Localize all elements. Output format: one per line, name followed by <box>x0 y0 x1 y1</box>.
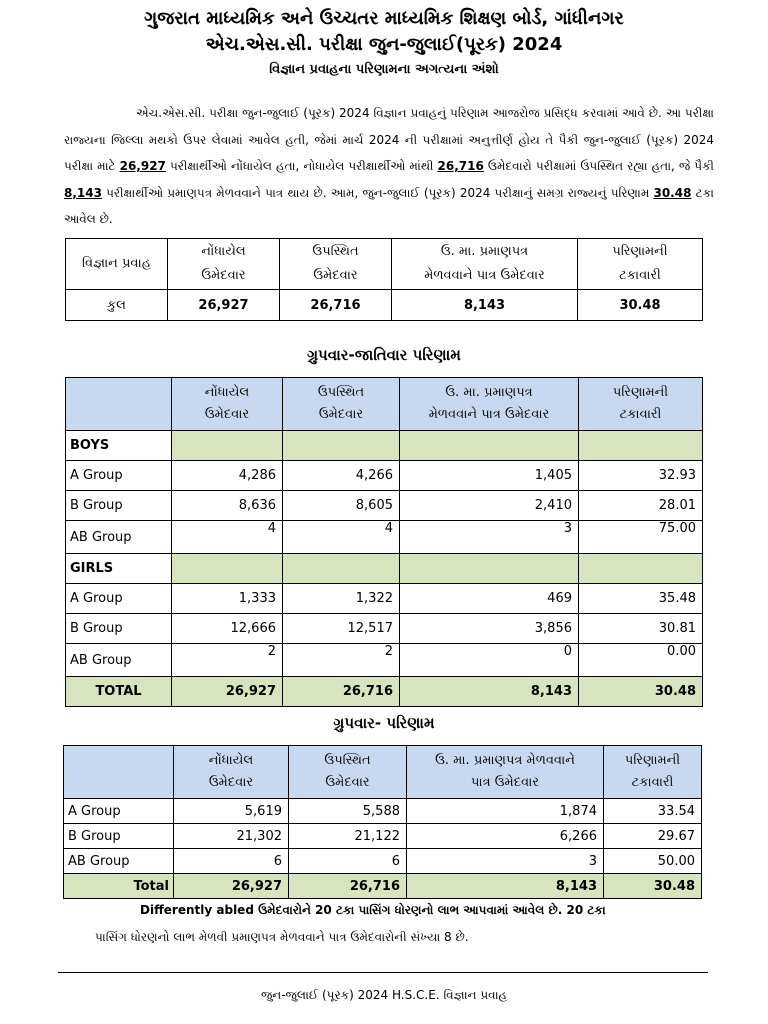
para-registered: 26,927 <box>119 159 166 173</box>
t2-h3b: મેળવવાને પાત્ર ઉમેદવાર <box>428 407 550 422</box>
boys-blank <box>172 431 283 461</box>
present-cell: 1,322 <box>283 584 400 614</box>
t3-h2a: ઉપસ્થિત <box>324 753 371 768</box>
para-text-5: ટકા આવેલ છે. <box>64 185 714 226</box>
gender-group-table <box>65 377 703 707</box>
registered-cell: 21,302 <box>174 824 289 849</box>
total-eligible: 8,143 <box>400 677 579 707</box>
para-text-4: પરીક્ષાર્થીઓ પ્રમાણપત્ર મેળવવાને પાત્ર થાય છે. આમ, જુન-જુલાઈ (પૂરક) 2024 પરીક્ષાનું સમગ્ર રાજ્યનું પરિણામ <box>101 185 654 200</box>
table-row <box>66 461 703 491</box>
footer-divider <box>58 972 708 973</box>
group-name: A Group <box>66 461 172 491</box>
note-line-2: પાસિંગ ધોરણનો લાભ મેળવી પ્રમાણપત્ર મેળવવાને પાત્ર ઉમેદવારોની સંખ્યા 8 છે. <box>95 930 469 944</box>
header-eligible <box>392 239 578 290</box>
percent-cell: 33.54 <box>604 799 702 824</box>
registered-cell: 2 <box>172 644 283 677</box>
table-row <box>66 614 703 644</box>
girls-blank <box>283 554 400 584</box>
total-row <box>64 874 702 899</box>
table-row <box>66 584 703 614</box>
board-title: ગુજરાત માધ્યમિક અને ઉચ્ચતર માધ્યમિક શિક્ષણ બોર્ડ, ગાંધીનગર <box>144 8 624 29</box>
t2-h1a: નોંધાયેલ <box>204 385 250 400</box>
present-cell: 2 <box>283 644 400 677</box>
group-result-table <box>63 745 702 899</box>
boys-blank <box>400 431 579 461</box>
t2-header-present <box>283 378 400 431</box>
total-present: 26,716 <box>283 677 400 707</box>
group-name: A Group <box>64 799 174 824</box>
t3-h1b: ઉમેદવાર <box>208 775 254 790</box>
header-present-l1: ઉપસ્થિત <box>312 244 359 259</box>
para-text-2: પરીક્ષાર્થીઓ નોંધાયેલ હતા, નોધાયેલ પરીક્ષાર્થીઓ માંથી <box>165 159 438 173</box>
gender-group-title: ગ્રુપવાર-જાતિવાર પરિણામ <box>307 346 461 364</box>
group-name: B Group <box>66 614 172 644</box>
t3-h4a: પરિણામની <box>624 753 681 768</box>
total-label: Total <box>64 874 174 899</box>
t2-header-eligible <box>400 378 579 431</box>
header-percent <box>578 239 703 290</box>
header-stream: વિજ્ઞાન પ્રવાહ <box>66 239 168 290</box>
boys-section-row <box>66 431 703 461</box>
registered-cell: 1,333 <box>172 584 283 614</box>
percent-cell: 75.00 <box>579 521 703 554</box>
percent-cell: 0.00 <box>579 644 703 677</box>
para-text-3: ઉમેદવારો પરીક્ષામાં ઉપસ્થિત રહ્યા હતા, જે પૈકી <box>483 159 714 173</box>
t2-h1b: ઉમેદવાર <box>204 407 250 422</box>
percent-cell: 32.93 <box>579 461 703 491</box>
t3-header-registered <box>174 746 289 799</box>
percent-cell: 29.67 <box>604 824 702 849</box>
girls-blank <box>400 554 579 584</box>
header-eligible-l2: મેળવવાને પાત્ર ઉમેદવાર <box>424 268 545 283</box>
t2-h2a: ઉપસ્થિત <box>317 385 365 400</box>
summary-header-row <box>66 239 703 290</box>
boys-blank <box>283 431 400 461</box>
t3-header-row <box>64 746 702 799</box>
table-row <box>64 849 702 874</box>
registered-cell: 4,286 <box>172 461 283 491</box>
t2-header-blank <box>66 378 172 431</box>
present-cell: 21,122 <box>289 824 407 849</box>
total-registered: 26,927 <box>174 874 289 899</box>
boys-label: BOYS <box>66 431 172 461</box>
table-row <box>66 644 703 677</box>
present-cell: 4 <box>283 521 400 554</box>
t3-header-eligible <box>407 746 604 799</box>
exam-title: એચ.એસ.સી. પરીક્ષા જુન-જુલાઈ(પૂરક) 2024 <box>205 34 563 55</box>
header-registered <box>168 239 280 290</box>
t3-h1a: નોંધાયેલ <box>208 753 254 768</box>
para-percent: 30.48 <box>653 185 692 200</box>
registered-cell: 12,666 <box>172 614 283 644</box>
header-percent-l1: પરિણામની <box>612 244 668 259</box>
header-eligible-l1: ઉ. મા. પ્રમાણપત્ર <box>440 244 529 259</box>
eligible-cell: 1,874 <box>407 799 604 824</box>
para-present: 26,716 <box>437 159 484 173</box>
table-row <box>64 824 702 849</box>
present-cell: 6 <box>289 849 407 874</box>
eligible-cell: 0 <box>400 644 579 677</box>
total-percent: 30.48 <box>604 874 702 899</box>
eligible-cell: 469 <box>400 584 579 614</box>
para-eligible: 8,143 <box>64 185 102 200</box>
total-percent: 30.48 <box>579 677 703 707</box>
percent-cell: 28.01 <box>579 491 703 521</box>
group-name: B Group <box>66 491 172 521</box>
header-present-l2: ઉમેદવાર <box>313 268 358 283</box>
total-registered: 26,927 <box>172 677 283 707</box>
t2-header-registered <box>172 378 283 431</box>
t3-h2b: ઉમેદવાર <box>325 775 370 790</box>
table-row <box>66 491 703 521</box>
t2-h3a: ઉ. મા. પ્રમાણપત્ર <box>445 385 533 400</box>
summary-percent: 30.48 <box>578 290 703 321</box>
total-row <box>66 677 703 707</box>
boys-blank <box>579 431 703 461</box>
present-cell: 4,266 <box>283 461 400 491</box>
header-percent-l2: ટકાવારી <box>619 268 661 283</box>
t2-header-percent <box>579 378 703 431</box>
group-result-title: ગ્રુપવાર- પરિણામ <box>333 714 435 732</box>
header-present <box>280 239 392 290</box>
group-name: AB Group <box>66 521 172 554</box>
group-name: B Group <box>64 824 174 849</box>
girls-label: GIRLS <box>66 554 172 584</box>
t2-h4b: ટકાવારી <box>619 407 662 422</box>
para-text-1: એચ.એસ.સી. પરીક્ષા જુન-જુલાઈ (પૂરક) 2024 વિજ્ઞાન પ્રવાહનું પરિણામ આજરોજ પ્રસિદ્ધ કરવામાં આવે છે. આ પરીક્ષા રાજ્યના જિલ્લા મથકો ઉપર લેવામાં આવેલ હતી, જેમાં માર્ચ 2024 ની પરીક્ષામાં અનુત્તીર્ણ હોય તે પૈકી જુન-જુલાઈ (પૂરક) 2024 પરીક્ષા માટે <box>64 106 714 173</box>
summary-present: 26,716 <box>280 290 392 321</box>
total-eligible: 8,143 <box>407 874 604 899</box>
girls-blank <box>172 554 283 584</box>
present-cell: 12,517 <box>283 614 400 644</box>
eligible-cell: 3 <box>400 521 579 554</box>
percent-cell: 30.81 <box>579 614 703 644</box>
t2-header-row <box>66 378 703 431</box>
t3-h3b: પાત્ર ઉમેદવાર <box>470 775 540 790</box>
t3-h3a: ઉ. મા. પ્રમાણપત્ર મેળવવાને <box>435 753 575 768</box>
group-name: AB Group <box>64 849 174 874</box>
present-cell: 5,588 <box>289 799 407 824</box>
registered-cell: 4 <box>172 521 283 554</box>
summary-registered: 26,927 <box>168 290 280 321</box>
eligible-cell: 1,405 <box>400 461 579 491</box>
eligible-cell: 2,410 <box>400 491 579 521</box>
t3-h4b: ટકાવારી <box>631 775 674 790</box>
eligible-cell: 6,266 <box>407 824 604 849</box>
intro-paragraph <box>64 100 714 233</box>
group-name: AB Group <box>66 644 172 677</box>
note-line-1: Differently abled ઉમેદવારોને 20 ટકા પાસિંગ ધોરણનો લાભ આપવામાં આવેલ છે. 20 ટકા <box>140 903 606 917</box>
group-name: A Group <box>66 584 172 614</box>
header-registered-l2: ઉમેદવાર <box>201 268 246 283</box>
registered-cell: 6 <box>174 849 289 874</box>
present-cell: 8,605 <box>283 491 400 521</box>
table-row <box>64 799 702 824</box>
total-present: 26,716 <box>289 874 407 899</box>
t2-h4a: પરિણામની <box>612 385 669 400</box>
t3-header-blank <box>64 746 174 799</box>
registered-cell: 5,619 <box>174 799 289 824</box>
header-registered-l1: નોંધાયેલ <box>201 244 246 259</box>
girls-blank <box>579 554 703 584</box>
percent-cell: 50.00 <box>604 849 702 874</box>
summary-eligible: 8,143 <box>392 290 578 321</box>
summary-total-row <box>66 290 703 321</box>
total-label: TOTAL <box>66 677 172 707</box>
footer-text: જુન-જુલાઈ (પૂરક) 2024 H.S.C.E. વિજ્ઞાન પ્રવાહ <box>260 988 508 1002</box>
t2-h2b: ઉમેદવાર <box>318 407 364 422</box>
summary-label: કુલ <box>66 290 168 321</box>
girls-section-row <box>66 554 703 584</box>
eligible-cell: 3 <box>407 849 604 874</box>
result-subtitle: વિજ્ઞાન પ્રવાહના પરિણામના અગત્યના અંશો <box>269 62 499 77</box>
percent-cell: 35.48 <box>579 584 703 614</box>
t3-header-present <box>289 746 407 799</box>
summary-table <box>65 238 703 321</box>
registered-cell: 8,636 <box>172 491 283 521</box>
t3-header-percent <box>604 746 702 799</box>
eligible-cell: 3,856 <box>400 614 579 644</box>
table-row <box>66 521 703 554</box>
